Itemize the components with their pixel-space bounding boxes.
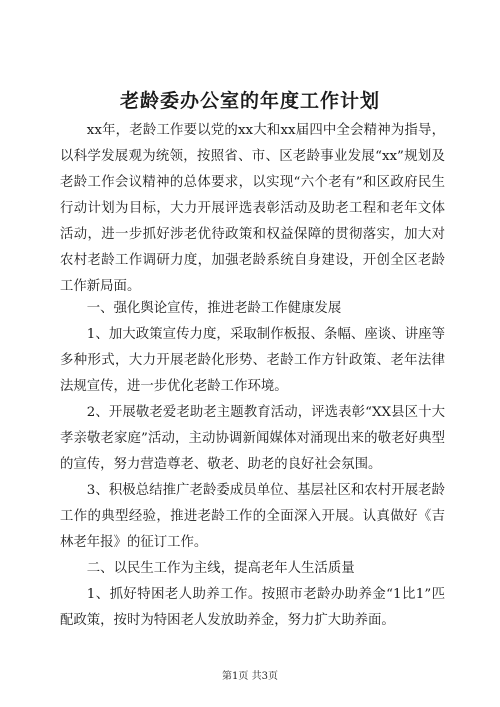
section-1-item-2: 2、开展敬老爱老助老主题教育活动，评选表彰“XX县区十大孝亲敬老家庭”活动，主动协调新闻媒体对涌现出来的敬老好典型的宣传，努力营造尊老、敬老、助老的良好社会氛围。 [60,405,445,472]
document-title: 老龄委办公室的年度工作计划 [119,90,380,112]
section-1-heading: 一、强化舆论宣传，推进老龄工作健康发展 [86,301,342,316]
section-1-item-1: 1、加大政策宣传力度，采取制作板报、条幅、座谈、讲座等多种形式，大力开展老龄化形势、老龄工作方针政策、老年法律法规宣传，进一步优化老龄工作环境。 [60,327,445,394]
section-1-item-3: 3、积极总结推广老龄委成员单位、基层社区和农村开展老龄工作的典型经验，推进老龄工作的全面深入开展。认真做好《吉林老年报》的征订工作。 [60,483,445,550]
section-2-heading: 二、以民生工作为主线，提高老年人生活质量 [86,561,355,576]
section-2-item-1: 1、抓好特困老人助养工作。按照市老龄办助养金“1比1”匹配政策，按时为特困老人发放助养金，努力扩大助养面。 [60,587,445,628]
intro-paragraph: xx年，老龄工作要以党的xx大和xx届四中全会精神为指导，以科学发展观为统领，按照省、市、区老龄事业发展“xx”规划及老龄工作会议精神的总体要求，以实现“六个老有”和区政府民生行动计划为目标，大力开展评选表彰活动及助老工程和老年文体活动，进一步抓好涉老优待政策和权益保障的贯彻落实，加大对农村老龄工作调研力度，加强老龄系统自身建设，开创全区老龄工作新局面。 [60,123,445,294]
page-number-footer: 第1页 共3页 [222,671,278,682]
